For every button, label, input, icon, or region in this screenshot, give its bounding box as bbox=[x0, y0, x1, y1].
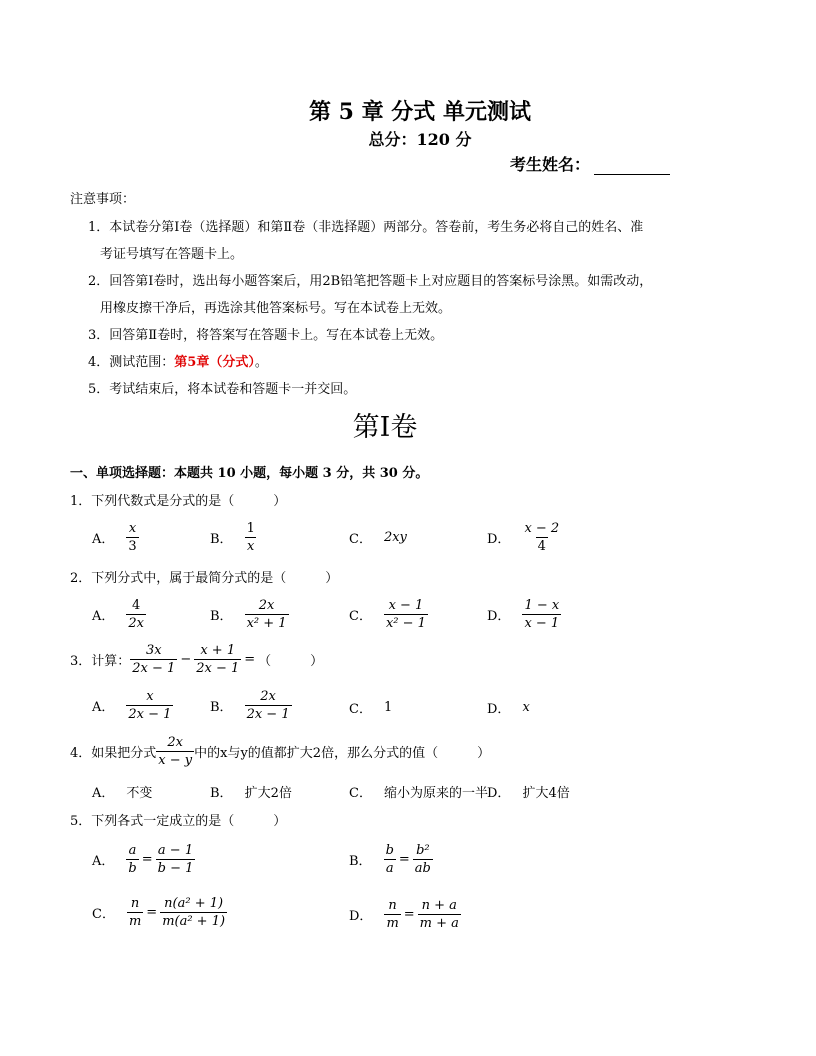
q5-option-a-letter: A． bbox=[92, 854, 115, 869]
q5-option-d-letter: D． bbox=[349, 909, 373, 924]
q3-option-d-letter: D． bbox=[487, 702, 511, 717]
q4-text: 中的x与y的值都扩大2倍，那么分式的值（ ） bbox=[194, 746, 491, 761]
q2-option-b[interactable]: B． $\frac{2x}{\text{x² + 1}}$ bbox=[210, 598, 287, 631]
notice-item-4-label: 4．测试范围： bbox=[88, 355, 175, 370]
q5-option-b[interactable]: B． $\frac{b}{a}$ = $\frac{\text{b²}}{ab}$ bbox=[349, 843, 431, 876]
q3-option-d[interactable]: D． x bbox=[487, 700, 530, 717]
q5-option-c[interactable]: C． $\frac{n}{m}$ = $\frac{\text{n(a² + 1)}}{\text{m(a² + 1)}}$ bbox=[92, 896, 226, 929]
q3-option-a-letter: A． bbox=[92, 700, 115, 715]
q1-option-d-letter: D． bbox=[487, 532, 511, 547]
notice-heading: 注意事项： bbox=[70, 192, 136, 207]
part-heading: 一、单项选择题：本题共 10 小题，每小题 3 分，共 30 分。 bbox=[70, 466, 429, 481]
notice-item-3: 3．回答第Ⅱ卷时，将答案写在答题卡上。写在本试卷上无效。 bbox=[88, 328, 444, 343]
q1-option-c[interactable]: C． 2xy bbox=[349, 530, 407, 547]
q2-option-d-letter: D． bbox=[487, 609, 511, 624]
student-name-field bbox=[510, 152, 670, 175]
q4-option-c[interactable]: C． 缩小为原来的一半 bbox=[349, 782, 488, 801]
q1-option-c-letter: C． bbox=[349, 532, 372, 547]
q2-option-c[interactable]: C． $\frac{x - 1}{\text{x² − 1}}$ bbox=[349, 598, 426, 631]
q3-option-a[interactable]: A． $\frac{x}{2x - 1}$ bbox=[92, 689, 172, 722]
question-5: 5．下列各式一定成立的是（ ） bbox=[70, 814, 287, 829]
q2-option-d[interactable]: D． $\frac{1 - x}{x - 1}$ bbox=[487, 598, 560, 631]
notice-item-1-cont: 考证号填写在答题卡上。 bbox=[100, 247, 244, 262]
q4-option-d[interactable]: D． 扩大4倍 bbox=[487, 782, 570, 801]
q2-option-c-letter: C． bbox=[349, 609, 372, 624]
q2-option-a-letter: A． bbox=[92, 609, 115, 624]
test-scope: 第5章（分式） bbox=[174, 355, 255, 370]
q2-option-b-letter: B． bbox=[210, 609, 233, 624]
q3-label: 3．计算： bbox=[70, 654, 131, 669]
q4-option-b[interactable]: B． 扩大2倍 bbox=[210, 782, 292, 801]
q1-option-b[interactable]: B． $\frac{1}{x}$ bbox=[210, 521, 255, 554]
name-label: 考生姓名： bbox=[510, 155, 591, 174]
question-1: 1．下列代数式是分式的是（ ） bbox=[70, 494, 287, 509]
q5-option-d[interactable]: D． $\frac{n}{m}$ = $\frac{n + a}{m + a}$ bbox=[349, 898, 459, 931]
q1-option-d[interactable]: D． $\frac{x - 2}{4}$ bbox=[487, 521, 560, 554]
q4-option-c-letter: C． bbox=[349, 786, 372, 801]
q3-option-b[interactable]: B． $\frac{2x}{2x - 1}$ bbox=[210, 689, 290, 722]
q1-option-b-letter: B． bbox=[210, 532, 233, 547]
q5-option-b-letter: B． bbox=[349, 854, 372, 869]
total-score: 总分：120 分 bbox=[368, 130, 472, 149]
q1-option-a-letter: A． bbox=[92, 532, 115, 547]
q3-option-c-letter: C． bbox=[349, 702, 372, 717]
notice-item-1: 1．本试卷分第Ⅰ卷（选择题）和第Ⅱ卷（非选择题）两部分。答卷前，考生务必将自己的姓名、准 bbox=[88, 220, 644, 235]
name-blank bbox=[594, 158, 670, 175]
q4-option-a[interactable]: A． 不变 bbox=[92, 782, 152, 801]
notice-item-4-end: 。 bbox=[254, 355, 268, 370]
q1-option-a[interactable]: A． $\frac{x}{3}$ bbox=[92, 521, 137, 554]
q4-option-d-letter: D． bbox=[487, 786, 511, 801]
q4-option-a-letter: A． bbox=[92, 786, 115, 801]
q2-option-a[interactable]: A． $\frac{4}{2x}$ bbox=[92, 598, 144, 631]
q5-option-a[interactable]: A． $\frac{a}{b}$ = $\frac{a - 1}{b - 1}$ bbox=[92, 843, 194, 876]
question-3: 3．计算： $\frac{3x}{2x - 1}$ − $\frac{x + 1}{2x - 1}$ = （ ） bbox=[70, 643, 324, 676]
section-title: 第Ⅰ卷 bbox=[352, 412, 418, 443]
notice-item-5: 5．考试结束后，将本试卷和答题卡一并交回。 bbox=[88, 382, 357, 397]
notice-item-2-cont: 用橡皮擦干净后，再选涂其他答案标号。写在本试卷上无效。 bbox=[100, 301, 452, 316]
q3-option-c[interactable]: C． 1 bbox=[349, 700, 393, 717]
notice-item-4 bbox=[88, 351, 268, 370]
question-2: 2．下列分式中，属于最简分式的是（ ） bbox=[70, 571, 339, 586]
q3-answer-blank: （ ） bbox=[258, 654, 324, 669]
q4-label: 4．如果把分式 bbox=[70, 746, 157, 761]
q5-option-c-letter: C． bbox=[92, 907, 115, 922]
page-title: 第 5 章 分式 单元测试 bbox=[309, 99, 531, 125]
notice-item-2: 2．回答第Ⅰ卷时，选出每小题答案后，用2B铅笔把答题卡上对应题目的答案标号涂黑。如需改动， bbox=[88, 274, 653, 289]
q4-option-b-letter: B． bbox=[210, 786, 233, 801]
q3-option-b-letter: B． bbox=[210, 700, 233, 715]
question-4: 4．如果把分式 $\frac{2x}{x - y}$ 中的x与y的值都扩大2倍，那么分式的值（ ） bbox=[70, 735, 491, 768]
